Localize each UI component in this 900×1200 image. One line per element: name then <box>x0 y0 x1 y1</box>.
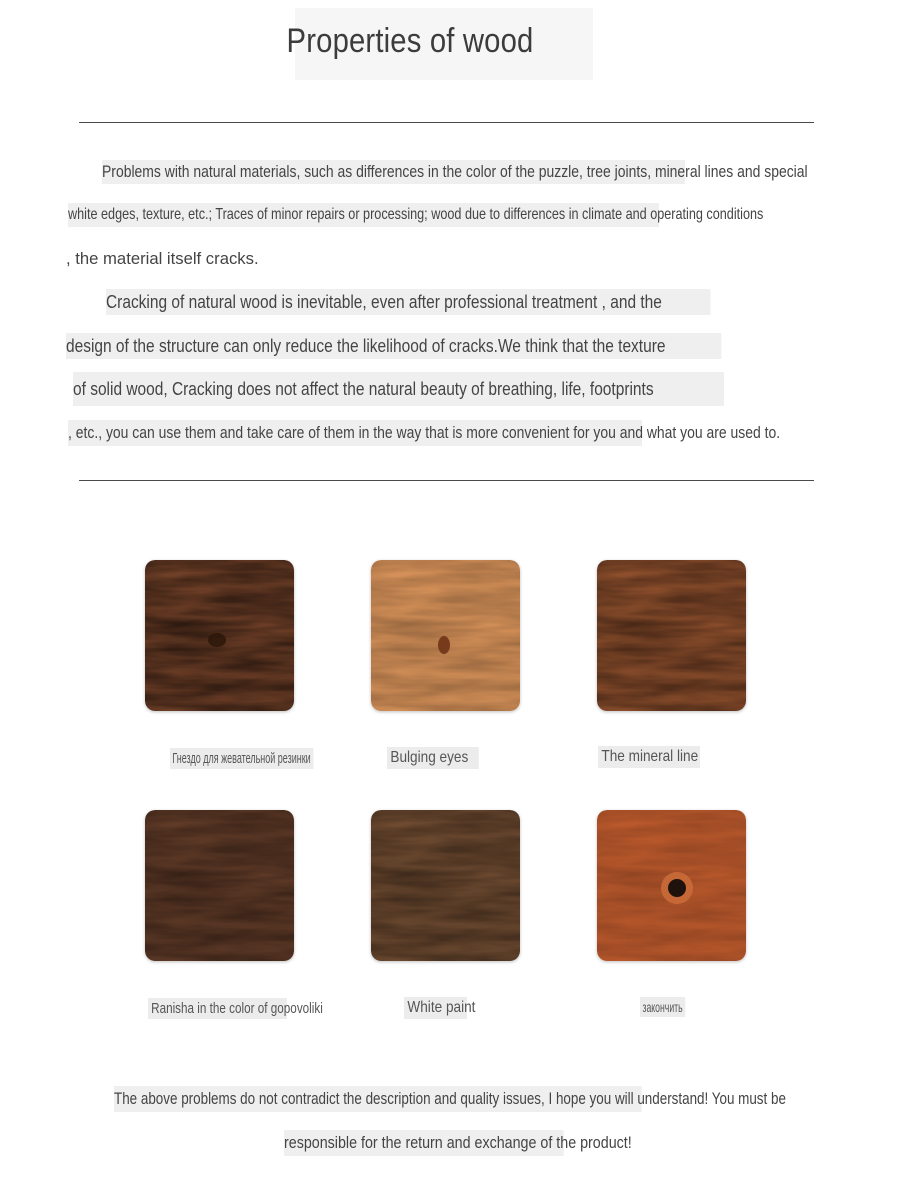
swatch-ranisha-color <box>145 810 294 961</box>
caption-ranisha-color: Ranisha in the color of gopovoliki <box>148 998 287 1019</box>
footer-line-2: responsible for the return and exchange of the product! <box>284 1130 564 1156</box>
swatch-mineral-line <box>597 560 746 711</box>
page-title: Properties of wood <box>286 22 534 60</box>
intro-line-7: , etc., you can use them and take care of them in the way that is more convenient for you and what you are used to. <box>68 420 642 446</box>
caption-white-paint: White paint <box>404 997 467 1019</box>
top-divider <box>79 122 814 123</box>
intro-line-6: of solid wood, Cracking does not affect the natural beauty of breathing, life, footprints <box>73 372 724 406</box>
footer-line-1: The above problems do not contradict the description and quality issues, I hope you will understand! You must be <box>114 1086 642 1112</box>
swatch-chewing-gum-nest <box>145 560 294 711</box>
swatch-bulging-eyes <box>371 560 520 711</box>
intro-line-1: Problems with natural materials, such as differences in the color of the puzzle, tree joints, mineral lines and special <box>102 160 685 184</box>
intro-line-2: white edges, texture, etc.; Traces of minor repairs or processing; wood due to differences in climate and operating conditions <box>68 203 659 227</box>
intro-line-5: design of the structure can only reduce the likelihood of cracks.We think that the texture <box>66 333 721 359</box>
swatch-finish <box>597 810 746 961</box>
caption-bulging-eyes: Bulging eyes <box>387 747 479 769</box>
caption-finish: закончить <box>640 997 685 1017</box>
caption-mineral-line: The mineral line <box>598 746 700 768</box>
intro-line-4: Cracking of natural wood is inevitable, even after professional treatment , and the <box>106 289 711 315</box>
middle-divider <box>79 480 814 481</box>
caption-chewing-gum-nest: Гнездо для жевательной резинки <box>170 748 313 769</box>
intro-line-3: , the material itself cracks. <box>66 249 259 268</box>
swatch-white-paint <box>371 810 520 961</box>
